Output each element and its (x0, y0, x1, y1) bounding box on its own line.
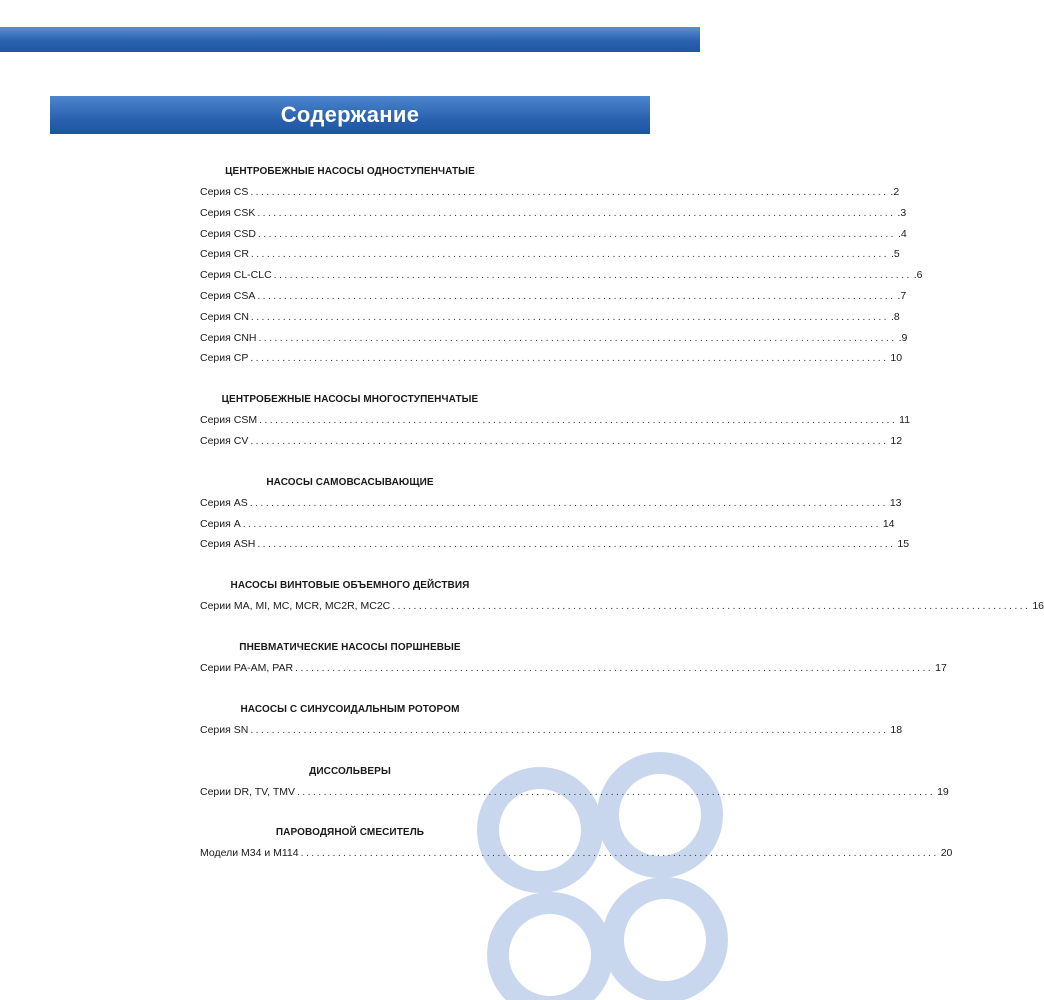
toc-section (200, 638, 947, 679)
entry-label: Серии DR, TV, TMV (200, 785, 295, 798)
section-heading: ПНЕВМАТИЧЕСКИЕ НАСОСЫ ПОРШНЕВЫЕ (239, 641, 461, 653)
entry-page-number: .9 (898, 331, 908, 344)
toc-entry[interactable] (200, 182, 900, 203)
dot-leader: ........................................................................................................................ (250, 352, 889, 365)
dot-leader: ........................................................................................................................ (296, 785, 936, 798)
dot-leader: ........................................................................................................................ (257, 227, 896, 240)
dot-leader: ........................................................................................................................ (257, 289, 896, 302)
toc-entry[interactable] (200, 224, 907, 245)
toc-entry[interactable] (200, 514, 895, 535)
entry-page-number: .8 (890, 310, 900, 323)
entry-label: Серия CR (200, 248, 249, 261)
toc-entry[interactable] (200, 843, 953, 864)
entry-label: Серии MA, MI, MC, MCR, MC2R, MC2C (200, 600, 391, 613)
toc-entry[interactable] (200, 720, 903, 741)
entry-label: Серия CSA (200, 289, 256, 302)
entry-label: Серии PA-AM, PAR (200, 661, 294, 674)
entry-page-number: 11 (899, 414, 911, 427)
dot-leader: ........................................................................................................................ (257, 538, 896, 551)
dot-leader: ........................................................................................................................ (300, 847, 939, 860)
entry-page-number: .7 (897, 289, 907, 302)
dot-leader: ........................................................................................................................ (259, 414, 898, 427)
toc-entry[interactable] (200, 658, 947, 679)
dot-leader: ........................................................................................................................ (249, 496, 888, 509)
dot-leader: ........................................................................................................................ (250, 248, 889, 261)
toc-section (200, 576, 1044, 617)
entry-page-number: 20 (940, 847, 953, 860)
toc-entry[interactable] (200, 596, 1044, 617)
section-heading: НАСОСЫ С СИНУСОИДАЛЬНЫМ РОТОРОМ (240, 703, 460, 715)
toc-entry[interactable] (200, 410, 911, 431)
entry-page-number: 17 (935, 661, 947, 674)
entry-label: Серия CSM (200, 414, 258, 427)
entry-page-number: .6 (913, 269, 923, 282)
dot-leader: ........................................................................................................................ (273, 269, 912, 282)
entry-page-number: .4 (897, 227, 907, 240)
entry-label: Серия AS (200, 496, 248, 509)
toc-section (200, 823, 953, 864)
entry-label: Серия A (200, 517, 241, 530)
entry-label: Серия CN (200, 310, 249, 323)
toc-entry[interactable] (200, 307, 900, 328)
dot-leader: ........................................................................................................................ (250, 310, 889, 323)
toc-entry[interactable] (200, 244, 900, 265)
entry-page-number: .2 (890, 186, 900, 198)
toc-entry[interactable] (200, 286, 907, 307)
dot-leader: ........................................................................................................................ (258, 331, 897, 344)
entry-label: Серия CL-CLC (200, 269, 272, 282)
title-bar (50, 96, 650, 134)
dot-leader: ........................................................................................................................ (295, 661, 934, 674)
section-heading: ПАРОВОДЯНОЙ СМЕСИТЕЛЬ (275, 827, 425, 839)
entry-page-number: .3 (897, 206, 907, 219)
entry-page-number: 15 (897, 538, 910, 551)
toc-entry[interactable] (200, 782, 949, 803)
entry-page-number: 19 (937, 785, 949, 798)
toc-entry[interactable] (200, 348, 903, 369)
header-band (0, 27, 700, 52)
entry-page-number: 13 (889, 496, 902, 509)
entry-page-number: 10 (890, 352, 903, 365)
toc-entry[interactable] (200, 328, 908, 349)
table-of-contents (200, 162, 1044, 885)
entry-page-number: 18 (890, 723, 903, 736)
entry-label: Серия CSK (200, 206, 256, 219)
entry-page-number: 16 (1032, 600, 1044, 613)
entry-page-number: 12 (890, 434, 903, 447)
entry-label: Серия ASH (200, 538, 256, 551)
section-heading: ЦЕНТРОБЕЖНЫЕ НАСОСЫ МНОГОСТУПЕНЧАТЫЕ (221, 394, 479, 406)
entry-label: Модели M34 и M114 (200, 847, 299, 860)
page-title: Содержание (280, 102, 420, 127)
entry-label: Серия CNH (200, 331, 257, 344)
toc-section (200, 473, 910, 555)
section-heading: ДИССОЛЬВЕРЫ (309, 765, 391, 777)
section-heading: НАСОСЫ ВИНТОВЫЕ ОБЪЕМНОГО ДЕЙСТВИЯ (230, 580, 470, 592)
toc-entry[interactable] (200, 534, 910, 555)
toc-entry[interactable] (200, 203, 907, 224)
toc-section (200, 700, 903, 741)
entry-page-number: .5 (890, 248, 900, 261)
dot-leader: ........................................................................................................................ (392, 600, 1031, 613)
toc-entry[interactable] (200, 431, 903, 452)
dot-leader: ........................................................................................................................ (250, 434, 889, 447)
section-heading: ЦЕНТРОБЕЖНЫЕ НАСОСЫ ОДНОСТУПЕНЧАТЫЕ (225, 166, 475, 177)
entry-page-number: 14 (882, 517, 895, 530)
entry-label: Серия SN (200, 723, 249, 736)
entry-label: Серия CV (200, 434, 249, 447)
entry-label: Серия CP (200, 352, 249, 365)
toc-entry[interactable] (200, 265, 923, 286)
section-heading: НАСОСЫ САМОВСАСЫВАЮЩИЕ (266, 476, 434, 488)
dot-leader: ........................................................................................................................ (250, 186, 889, 198)
toc-section (200, 762, 949, 803)
entry-label: Серия CSD (200, 227, 256, 240)
toc-entry[interactable] (200, 493, 902, 514)
toc-section (200, 162, 923, 369)
dot-leader: ........................................................................................................................ (242, 517, 881, 530)
dot-leader: ........................................................................................................................ (250, 723, 889, 736)
dot-leader: ........................................................................................................................ (257, 206, 896, 219)
entry-label: Серия CS (200, 186, 249, 198)
toc-section (200, 390, 911, 452)
